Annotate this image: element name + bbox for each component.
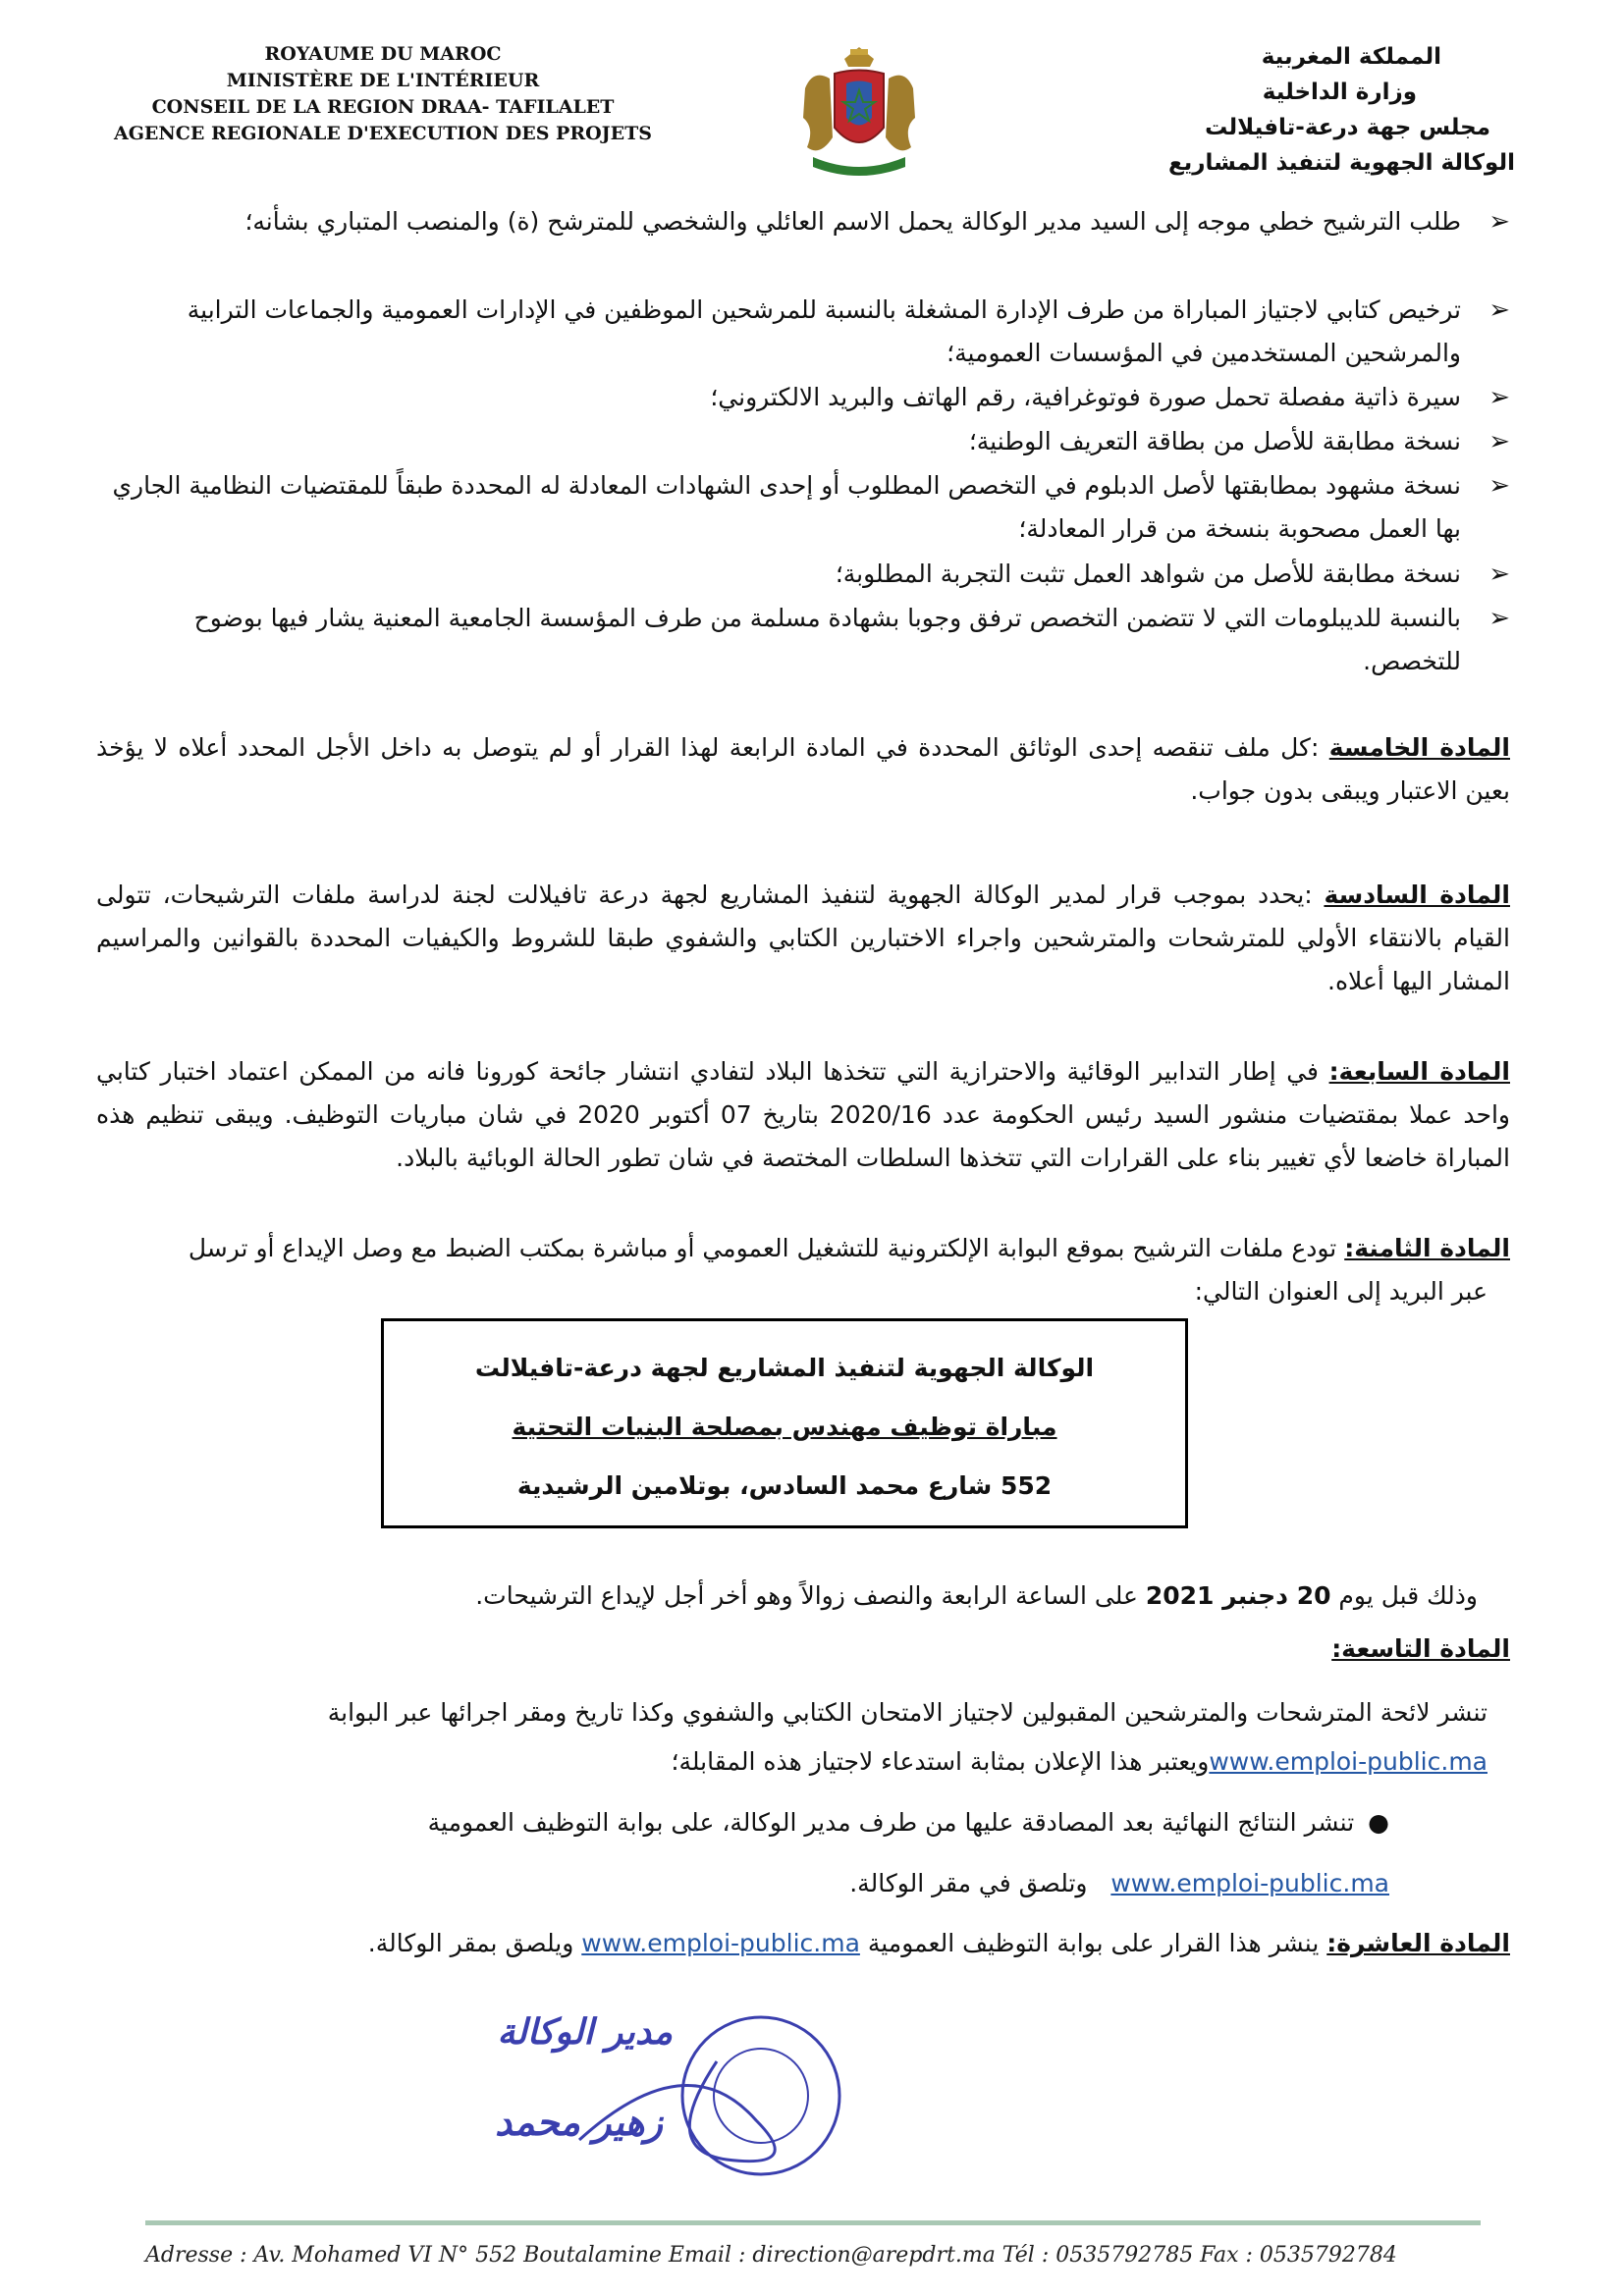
header-fr-line: ROYAUME DU MAROC xyxy=(264,43,502,65)
header-ar-line: مجلس جهة درعة-تافيلالت xyxy=(1205,115,1490,140)
dot-bullet-icon: ● xyxy=(1368,1808,1389,1837)
list-item xyxy=(96,464,1510,551)
article-6 xyxy=(96,874,1510,1003)
signature-line: مدير الوكالة xyxy=(497,2012,673,2053)
list-item-text: نسخة مشهود بمطابقتها لأصل الدبلوم في التخصص المطلوب أو إحدى الشهادات المعادلة له المحددة طبقاً للمقتضيات النظامية الجاري بها العمل مصحوبة بنسخة من قرار المعادلة؛ xyxy=(112,471,1461,543)
list-item xyxy=(96,200,1510,243)
arrow-bullet-icon: ➢ xyxy=(1488,471,1510,501)
address-line: 552 شارع محمد السادس، بوتلامين الرشيدية xyxy=(516,1471,1053,1500)
royal-emblem-icon xyxy=(785,39,933,187)
footer-address: Adresse : Av. Mohamed VI N° 552 Boutalamine Email : direction@arepdrt.ma Tél : 0535792785 Fax : 0535792784 xyxy=(145,2243,1397,2268)
emploi-public-link[interactable]: www.emploi-public.ma xyxy=(581,1929,860,1957)
article-9-line3-text: وتلصق في مقر الوكالة. xyxy=(849,1869,1088,1897)
article-7 xyxy=(96,1050,1510,1180)
article-title: المادة الخامسة xyxy=(1328,733,1510,762)
arrow-bullet-icon: ➢ xyxy=(1488,207,1510,237)
emploi-public-link[interactable]: www.emploi-public.ma xyxy=(1110,1869,1389,1897)
article-title: المادة السابعة: xyxy=(1328,1057,1510,1086)
header-ar-line: الوكالة الجهوية لتنفيذ المشاريع xyxy=(1167,150,1515,176)
article-9-title: المادة التاسعة: xyxy=(1331,1634,1510,1663)
header-ar-line: وزارة الداخلية xyxy=(1262,80,1417,105)
list-item-text: نسخة مطابقة للأصل من شواهد العمل تثبت التجربة المطلوبة؛ xyxy=(835,560,1461,588)
address-line: مباراة توظيف مهندس بمصلحة البنيات التحتية xyxy=(512,1413,1057,1441)
signature-line: زهير محمد xyxy=(495,2101,663,2144)
article-title: المادة السادسة xyxy=(1324,881,1510,909)
arrow-bullet-icon: ➢ xyxy=(1488,427,1510,456)
header-ar-line: المملكة المغربية xyxy=(1261,44,1441,70)
header-fr-line: MINISTÈRE DE L'INTÉRIEUR xyxy=(226,70,540,91)
deadline xyxy=(475,1576,1478,1616)
article-10-text: ينشر هذا القرار على بوابة التوظيف العمومية xyxy=(859,1929,1327,1957)
article-10 xyxy=(96,1924,1510,1963)
list-item-text: نسخة مطابقة للأصل من بطاقة التعريف الوطنية؛ xyxy=(968,427,1461,455)
header-fr-line: AGENCE REGIONALE D'EXECUTION DES PROJETS xyxy=(113,123,653,144)
article-9-line2 xyxy=(113,1742,1488,1782)
article-9-line2-text: ويعتبر هذا الإعلان بمثابة استدعاء لاجتياز هذه المقابلة؛ xyxy=(671,1747,1210,1776)
list-item-text: بالنسبة للديبلومات التي لا تتضمن التخصص ترفق وجوبا بشهادة مسلمة من طرف المؤسسة الجامعية المعنية يشار فيها بوضوح للتخصص. xyxy=(193,604,1461,675)
article-5 xyxy=(96,726,1510,813)
article-9-bullet-text: تنشر النتائج النهائية بعد المصادقة عليها من طرف مدير الوكالة، على بوابة التوظيف العمومية xyxy=(427,1808,1355,1837)
emploi-public-link[interactable]: www.emploi-public.ma xyxy=(1209,1747,1488,1776)
header-fr-line: CONSEIL DE LA REGION DRAA- TAFILALET xyxy=(151,96,615,118)
list-item-text: طلب الترشيح خطي موجه إلى السيد مدير الوكالة يحمل الاسم العائلي والشخصي للمترشح (ة) والمنصب المتباري بشأنه؛ xyxy=(244,207,1461,236)
list-item xyxy=(96,553,1510,596)
address-box xyxy=(381,1318,1188,1528)
list-item xyxy=(96,376,1510,419)
arrow-bullet-icon: ➢ xyxy=(1488,560,1510,589)
arrow-bullet-icon: ➢ xyxy=(1488,383,1510,412)
list-item-text: ترخيص كتابي لاجتياز المباراة من طرف الإدارة المشغلة بالنسبة للمرشحين الموظفين في الإدارات العمومية والجماعات الترابية والمرشحين المستخدمين في المؤسسات العمومية؛ xyxy=(187,295,1461,367)
article-text: تودع ملفات الترشيح بموقع البوابة الإلكترونية للتشغيل العمومي أو مباشرة بمكتب الضبط مع وصل الإيداع أو ترسل xyxy=(188,1234,1337,1262)
deadline-before: وذلك قبل يوم xyxy=(1330,1581,1478,1610)
footer-divider xyxy=(145,2220,1481,2225)
deadline-date: 20 دجنبر 2021 xyxy=(1145,1581,1331,1610)
article-10-text2: ويلصق بمقر الوكالة. xyxy=(367,1929,582,1957)
article-9-line1: تنشر لائحة المترشحات والمترشحين المقبولين لاجتياز الامتحان الكتابي والشفوي وكذا تاريخ ومقر اجرائها عبر البوابة xyxy=(327,1698,1488,1727)
article-text: :كل ملف تنقصه إحدى الوثائق المحددة في المادة الرابعة لهذا القرار أو لم يتوصل به داخل الأجل المحدد أعلاه لا يؤخذ بعين الاعتبار ويبقى بدون جواب. xyxy=(96,733,1510,805)
address-line: الوكالة الجهوية لتنفيذ المشاريع لجهة درعة-تافيلالت xyxy=(474,1354,1095,1382)
list-item xyxy=(96,289,1510,375)
deadline-after: على الساعة الرابعة والنصف زوالاً وهو أخر أجل لإيداع الترشيحات. xyxy=(475,1581,1146,1610)
list-item xyxy=(96,597,1510,683)
article-text: :يحدد بموجب قرار لمدير الوكالة الجهوية لتنفيذ المشاريع لجهة درعة تافيلالت لجنة لدراسة ملفات الترشيحات، تتولى القيام بالانتقاء الأولي للمترشحات والمترشحين واجراء الاختبارين الكتابي والشفوي طبقا للشروط والكيفيات المحددة بالقوانين والمراسيم المشار اليها أعلاه. xyxy=(96,881,1510,995)
article-9-line3 xyxy=(113,1864,1389,1903)
article-title: المادة العاشرة: xyxy=(1326,1929,1510,1957)
list-item-text: سيرة ذاتية مفصلة تحمل صورة فوتوغرافية، رقم الهاتف والبريد الالكتروني؛ xyxy=(710,383,1461,411)
header-fr xyxy=(108,41,658,147)
article-8-line2: عبر البريد إلى العنوان التالي: xyxy=(1194,1277,1488,1306)
article-9-bullet xyxy=(113,1803,1389,1842)
article-text: في إطار التدابير الوقائية والاحترازية التي تتخذها البلاد لتفادي انتشار جائحة كورونا فانه من الممكن اعتماد اختبار كتابي واحد عملا بمقتضيات منشور السيد رئيس الحكومة عدد 2020/16 بتاريخ 07 أكتوبر 2020 في شان مباريات التوظيف. ويبقى تنظيم هذه المباراة خاضعا لأي تغيير بناء على القرارات التي تتخذها السلطات المختصة في شان تطور الحالة الوبائية بالبلاد. xyxy=(96,1057,1510,1172)
signature-stamp xyxy=(432,2002,864,2189)
header-ar xyxy=(1122,39,1515,181)
article-8 xyxy=(96,1227,1510,1270)
arrow-bullet-icon: ➢ xyxy=(1488,604,1510,633)
article-title: المادة الثامنة: xyxy=(1344,1234,1510,1262)
arrow-bullet-icon: ➢ xyxy=(1488,295,1510,325)
list-item xyxy=(96,420,1510,463)
